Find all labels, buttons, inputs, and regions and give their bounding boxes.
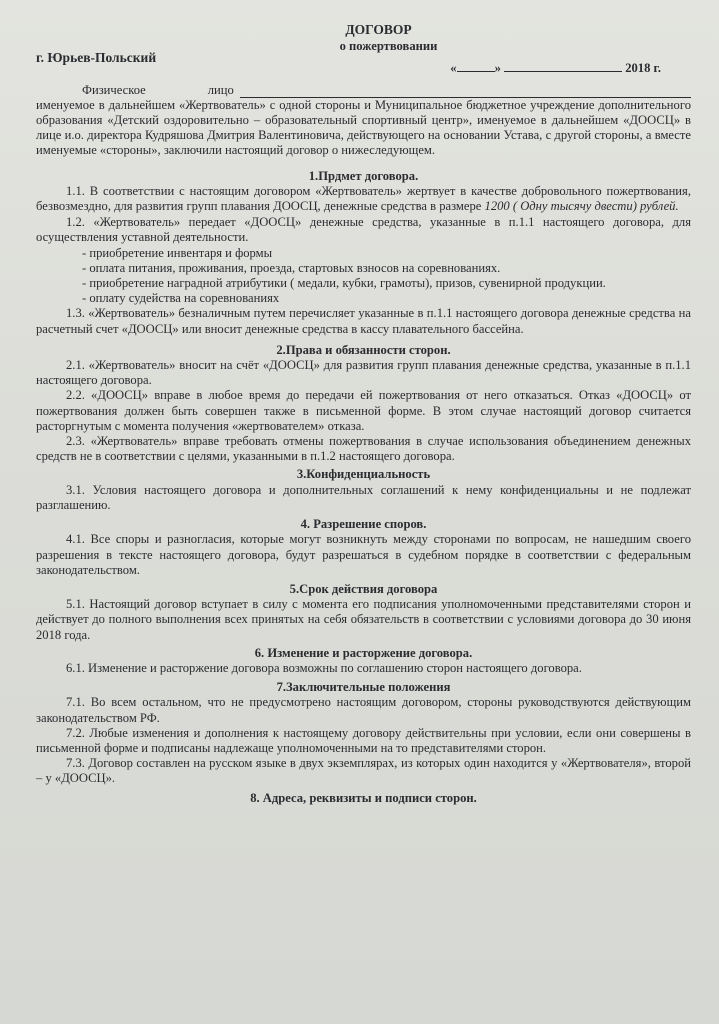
clause-1-1	[36, 184, 691, 214]
section-4-heading: 4. Разрешение споров.	[300, 517, 427, 532]
section-3-heading: 3.Конфиденциальность	[296, 467, 431, 482]
clause-2-1: 2.1. «Жертвователь» вносит на счёт «ДООСЦ» для развития групп плавания денежные средства, указанные в п.1.1 настоящего договора.	[36, 358, 691, 388]
clause-1-2: 1.2. «Жертвователь» передает «ДООСЦ» денежные средства, указанные в п.1.1 настоящего договора, для осуществления уставной деятельности.	[36, 215, 691, 245]
donor-name-blank[interactable]	[240, 86, 691, 98]
clause-7-3: 7.3. Договор составлен на русском языке в двух экземплярах, из которых один находится у «Жертвователя», второй – у «ДООСЦ».	[36, 756, 691, 786]
section-1-heading: 1.Прдмет договора.	[308, 168, 419, 183]
clause-2-3: 2.3. «Жертвователь» вправе требовать отмены пожертвования в случае использования объединением денежных средств не в соответствии с целями, указанными в п.1.2 настоящего договора.	[36, 434, 691, 464]
bullet-item: - приобретение инвентаря и формы	[82, 245, 273, 260]
section-7-heading: 7.Заключительные положения	[276, 680, 451, 695]
clause-5-1: 5.1. Настоящий договор вступает в силу с момента его подписания уполномоченными представителями сторон и действует до полного выполнения всех принятых на себя обязательств в соответствии с условиями договора до 30 июня 2018 года.	[36, 597, 691, 642]
clause-4-1: 4.1. Все споры и разногласия, которые могут возникнуть между сторонами по вопросам, не нашедшим своего разрешения в тексте настоящего договора, будут разрешаться в судебном порядке в соответствии с федеральным законодательством.	[36, 532, 691, 577]
clause-1-1-text: 1.1. В соответствии с настоящим договором «Жертвователь» жертвует в качестве добровольного пожертвования, безвозмездно, для развития групп плавания ДООСЦ, денежные средства в размере	[36, 183, 691, 214]
donor-name-line	[36, 83, 691, 98]
bullet-item: - оплата питания, проживания, проезда, стартовых взносов на соревнованиях.	[82, 260, 501, 275]
preamble-word-physical: Физическое	[82, 82, 146, 97]
month-blank[interactable]	[504, 60, 622, 72]
section-2-heading: 2.Права и обязанности сторон.	[276, 342, 451, 357]
preamble-word-person: лицо	[207, 82, 234, 97]
clause-3-1: 3.1. Условия настоящего договора и дополнительных соглашений к нему конфиденциальны и не подлежат разглашению.	[36, 482, 691, 512]
section-6-heading: 6. Изменение и расторжение договора.	[254, 645, 473, 660]
day-blank[interactable]	[457, 60, 495, 72]
document-subtitle: о пожертвовании	[339, 39, 438, 54]
bullet-item: - оплату судейства на соревнованиях	[82, 291, 280, 306]
clause-7-1: 7.1. Во всем остальном, что не предусмотрено настоящим договором, стороны руководствуются действующим законодательством РФ.	[36, 695, 691, 725]
city: г. Юрьев-Польский	[36, 50, 157, 66]
date-year: 2018 г.	[625, 61, 661, 76]
date-open-quote: «	[450, 61, 457, 76]
bullet-item: - приобретение наградной атрибутики ( медали, кубки, грамоты), призов, сувенирной продукции.	[82, 276, 606, 291]
place-date-row	[36, 50, 691, 76]
donation-amount: 1200 ( Одну тысячу двести) рублей.	[484, 199, 679, 214]
preamble-text: именуемое в дальнейшем «Жертвователь» с одной стороны и Муниципальное бюджетное учреждение дополнительного образования «Детский оздоровительно – образовательный спортивный центр», именуемое в дальнейшем «ДООСЦ» в лице и.о. директора Кудряшова Дмитрия Валентиновича, действующего на основании Устава, с другой стороны, а вместе именуемые «стороны», заключили настоящий договор о нижеследующем.	[36, 97, 691, 158]
section-5-heading: 5.Срок действия договора	[289, 581, 438, 596]
clause-2-2: 2.2. «ДООСЦ» вправе в любое время до передачи ей пожертвования от него отказаться. Отказ «ДООСЦ» от пожертвования должен быть совершен также в письменной форме. В этом случае настоящий договор считается расторгнутым с момента получения «жертвователем» отказа.	[36, 388, 691, 433]
section-8-heading: 8. Адреса, реквизиты и подписи сторон.	[250, 790, 477, 805]
document-title: ДОГОВОР	[345, 22, 412, 37]
clause-7-2: 7.2. Любые изменения и дополнения к настоящему договору действительны при условии, если они совершены в письменной форме и подписаны надлежаще уполномоченными на то представителями сторон.	[36, 725, 691, 755]
contract-date	[450, 50, 691, 76]
clause-6-1: 6.1. Изменение и расторжение договора возможны по соглашению сторон настоящего договора.	[66, 660, 582, 675]
clause-1-3: 1.3. «Жертвователь» безналичным путем перечисляет указанные в п.1.1 настоящего договора денежные средства на расчетный счет «ДООСЦ» или вносит денежные средства в кассу плавательного бассейна.	[36, 306, 691, 336]
date-close-quote: »	[494, 61, 501, 76]
